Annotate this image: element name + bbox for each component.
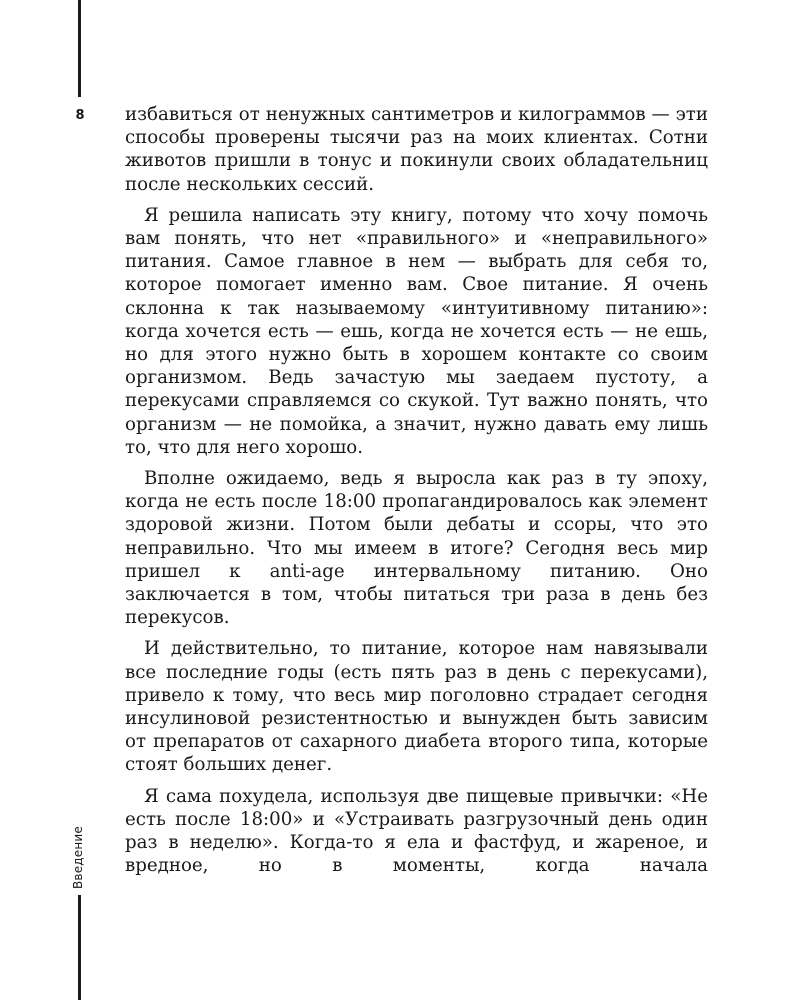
paragraph-4: И действительно, то питание, которое нам навязывали все последние годы (есть пять раз в день с перекусами), привело к тому, что весь мир поголовно страдает сегодня инсулиновой резистентностью и вынужден быть зависим от препаратов от сахарного диабета второго типа, которые стоят больших денег. — [125, 638, 708, 776]
top-margin-rule — [78, 0, 81, 97]
paragraph-1: избавиться от ненужных сантиметров и килограммов — эти способы проверены тысячи раз на моих клиентах. Сотни животов пришли в тонус и покинули своих обладательниц после нескольких сессий. — [125, 104, 708, 195]
paragraph-3: Вполне ожидаемо, ведь я выросла как раз в ту эпоху, когда не есть после 18:00 пропагандировалось как элемент здоровой жизни. Потом были дебаты и ссоры, что это неправильно. Что мы имеем в итоге? Сегодня весь мир пришел к anti-age интервальному питанию. Оно заключается в том, чтобы питаться три раза в день без перекусов. — [125, 468, 708, 629]
page-number: 8 — [75, 108, 85, 123]
section-label: Введение — [71, 826, 85, 889]
bottom-margin-rule — [78, 895, 81, 1000]
paragraph-5: Я сама похудела, используя две пищевые привычки: «Не есть после 18:00» и «Устраивать разгрузочный день один раз в неделю». Когда-то я ела и фастфуд, и жареное, и вредное, но в моменты, когда начала — [125, 785, 708, 877]
body-text — [125, 103, 708, 886]
paragraph-2: Я решила написать эту книгу, потому что хочу помочь вам понять, что нет «правильного» и «неправильного» питания. Самое главное в нем — выбрать для себя то, которое помогает именно вам. Свое питание. Я очень склонна к так называемому «интуитивному питанию»: когда хочется есть — ешь, когда не хочется есть — не ешь, но для этого нужно быть в хорошем контакте со своим организмом. Ведь зачастую мы заедаем пустоту, а перекусами справляемся со скукой. Тут важно понять, что организм — не помойка, а значит, нужно давать ему лишь то, что для него хорошо. — [125, 204, 708, 458]
